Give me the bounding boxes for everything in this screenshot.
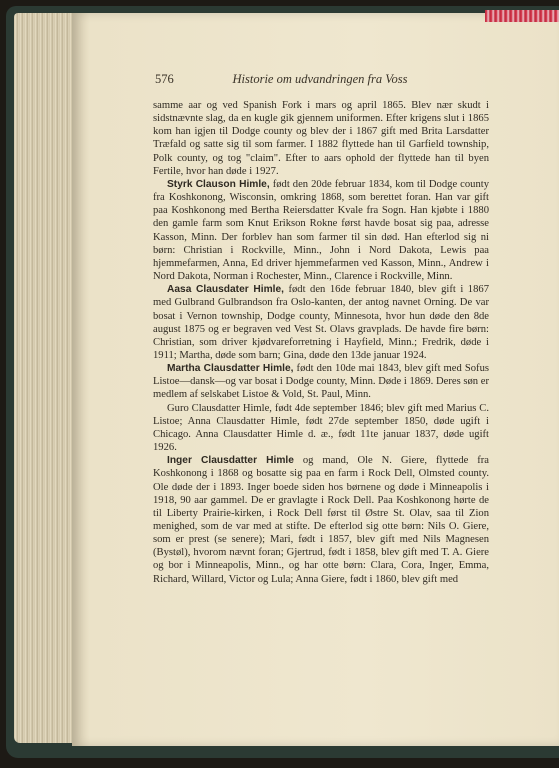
paragraph xyxy=(153,178,489,283)
paragraph-name: Martha Clausdatter Himle, xyxy=(167,363,294,375)
paragraph-name: Inger Clausdatter Himle xyxy=(167,455,294,467)
page-number: 576 xyxy=(155,72,174,86)
running-title: Historie om udvandringen fra Voss xyxy=(232,72,408,86)
paragraph-name: Styrk Clauson Himle, xyxy=(167,178,270,190)
paragraph-text: født den 16de februar 1840, blev gift i 1867 med Gulbrand Gulbrandson fra Oslo-kanten, der antog navnet Orning. De var bosat i Vernon township, Dodge county, Minnesota, hvor hun døde den 8de august 1875 og er begraven ved Vest St. Olavs gravplads. De havde fire børn: Christian, som driver kjødvareforretning i Hayfield, Minn.; Fredrik, døde i 1911; Martha, døde som barn; Gina, døde den 13de januar 1924. xyxy=(153,284,489,361)
paragraph-text: født den 20de februar 1834, kom til Dodge county fra Koshkonong, Wisconsin, omkring 1868, som berettet foran. Han var gift paa Koshkonong med Bertha Reiersdatter Kvale fra Sogn. Han kjøbte i 1880 den gamle farm som Knut Erikson Rokne først havde bosat sig paa, adresse Kasson, Minn. Der forblev han som farmer til sin død. Han efterlod sig ni børn: Christian i Rockville, Minn., John i Nord Dakota, Lewis paa hjemmefarmen, Anna, Ed driver hjemmefarmen ved Kasson, Minn., Andrew i Nord Dakota, Norman i Rochester, Minn., Clarence i Rockville, Minn. xyxy=(153,178,490,283)
body-text xyxy=(153,99,489,586)
paragraph xyxy=(153,283,489,362)
paragraph-text: samme aar og ved Spanish Fork i mars og april 1865. Blev nær skudt i sidstnævnte slag, da en kugle gik gjennem uniformen. Efter krigens slut i 1865 kom han igjen til Dodge county og blev der i 1867 gift med Brita Larsdatter Træfald og satte sig til som farmer. I 1882 flyttede han til Garfield township, Polk county, og tog "claim". Efter to aars ophold der flyttede han til byen Fertile, hvor han døde i 1927. xyxy=(153,100,489,177)
paragraph-name: Aasa Clausdater Himle, xyxy=(167,284,284,296)
paragraph-text: født den 10de mai 1843, blev gift med Sofus Listoe—dansk—og var bosat i Dodge county, Minn. Døde i 1869. Deres søn er medlem af selskabet Listoe & Vold, St. Paul, Minn. xyxy=(153,363,489,401)
page-edges xyxy=(14,13,76,743)
bookmark-ribbon xyxy=(485,10,559,22)
paragraph-text: og mand, Ole N. Giere, flyttede fra Koshkonong i 1868 og bosatte sig paa en farm i Rock Dell, Olmsted county. Ole døde der i 1893. Inger boede siden hos børnene og døde i Minneapolis i 1918, 90 aar gammel. De er gravlagte i Rock Dell. Paa Koshkonong hørte de til Liberty Prairie-kirken, i Rock Dell først til Østre St. Olav, saa til Zion menighed, som de var med at stifte. De efterlod sig otte børn: Nils O. Giere, som er prest (se senere); Mari, født i 1857, blev gift med Nils Magnesen (Bystøl), hvorom nævnt foran; Gjertrud, født i 1858, blev gift med T. A. Giere og bor i Minneapolis, Minn., og har otte børn: Clara, Cora, Inger, Emma, Richard, Willard, Victor og Lula; Anna Giere, født i 1860, blev gift med xyxy=(153,455,490,585)
paragraph-text: Guro Clausdatter Himle, født 4de september 1846; blev gift med Marius C. Listoe; Anna Clausdatter Himle, født 27de september 1850, døde ugift i Chicago. Anna Clausdatter Himle d. æ., født 11te januar 1837, døde ugift 1926. xyxy=(153,402,489,454)
paragraph xyxy=(153,362,489,401)
paragraph xyxy=(153,402,489,455)
paragraph xyxy=(153,99,489,178)
page-header xyxy=(155,72,485,92)
paragraph xyxy=(153,454,489,586)
